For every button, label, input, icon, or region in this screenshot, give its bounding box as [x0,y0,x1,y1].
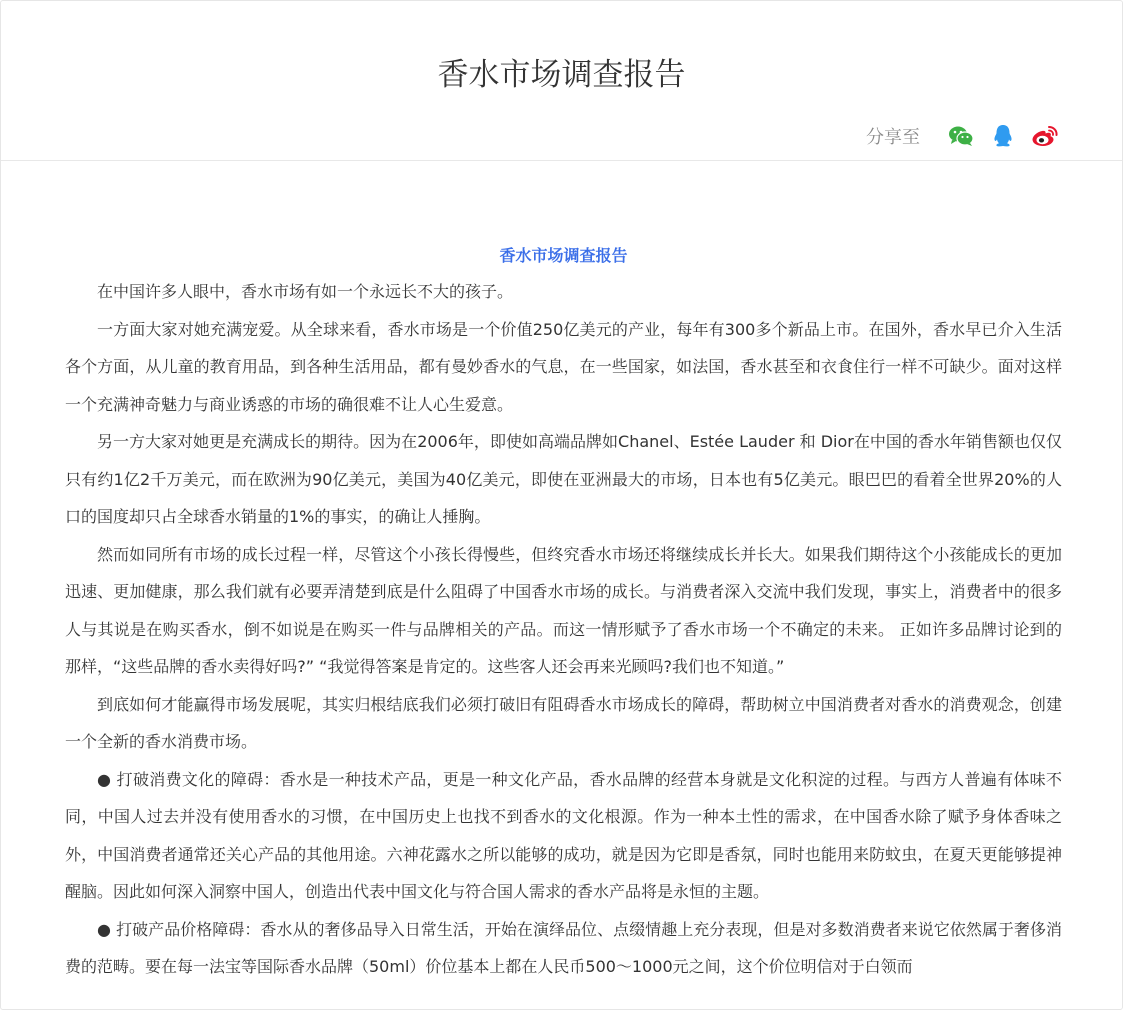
page-header [1,1,1122,161]
article-paragraph: 到底如何才能赢得市场发展呢，其实归根结底我们必须打破旧有阻碍香水市场成长的障碍，帮助树立中国消费者对香水的消费观念，创建一个全新的香水消费市场。 [65,694,1062,751]
share-label: 分享至 [866,127,920,148]
article-paragraph: 然而如同所有市场的成长过程一样，尽管这个小孩长得慢些，但终究香水市场还将继续成长并长大。如果我们期待这个小孩能成长的更加迅速、更加健康，那么我们就有必要弄清楚到底是什么阻碍了中国香水市场的成长。与消费者深入交流中我们发现，事实上，消费者中的很多人与其说是在购买香水，倒不如说是在购买一件与品牌相关的产品。而这一情形赋予了香水市场一个不确定的未来。 正如许多品牌讨论到的那样，“这些品牌的香水卖得好吗?” “我觉得答案是肯定的。这些客人还会再来光顾吗?我们也不知道。” [65,544,1062,676]
article-paragraph: 一方面大家对她充满宠爱。从全球来看，香水市场是一个价值250亿美元的产业，每年有300多个新品上市。在国外，香水早已介入生活各个方面，从儿童的教育用品，到各种生活用品，都有曼妙香水的气息，在一些国家，如法国，香水甚至和衣食住行一样不可缺少。面对这样一个充满神奇魅力与商业诱惑的市场的确很难不让人心生爱意。 [65,319,1062,414]
share-bar [866,121,1060,151]
article-paragraph: 另一方大家对她更是充满成长的期待。因为在2006年，即使如高端品牌如Chanel、Estée Lauder 和 Dior在中国的香水年销售额也仅仅只有约1亿2千万美元，而在欧洲为90亿美元，美国为40亿美元，即使在亚洲最大的市场，日本也有5亿美元。眼巴巴的看着全世界20%的人口的国度却只占全球香水销量的1%的事实，的确让人捶胸。 [65,432,1062,526]
qq-icon [992,124,1014,148]
page-title: 香水市场调查报告 [437,57,686,93]
wechat-icon [948,125,974,147]
share-wechat-button[interactable] [946,121,976,151]
article-paragraph: ● 打破消费文化的障碍：香水是一种技术产品，更是一种文化产品，香水品牌的经营本身就是文化积淀的过程。与西方人普遍有体味不同，中国人过去并没有使用香水的习惯，在中国历史上也找不到香水的文化根源。作为一种本土性的需求，在中国香水除了赋予身体香味之外，中国消费者通常还关心产品的其他用途。六神花露水之所以能够的成功，就是因为它即是香氛，同时也能用来防蚊虫，在夏天更能够提神醒脑。因此如何深入洞察中国人，创造出代表中国文化与符合国人需求的香水产品将是永恒的主题。 [65,769,1062,901]
article-paragraph: ● 打破产品价格障碍：香水从的奢侈品导入日常生活，开始在演绎品位、点缀情趣上充分表现，但是对多数消费者来说它依然属于奢侈消费的范畴。要在每一法宝等国际香水品牌（50ml）价位基本上都在人民币500～1000元之间，这个价位明信对于白领而 [65,919,1062,976]
weibo-icon [1031,124,1059,148]
share-qq-button[interactable] [988,121,1018,151]
article-title: 香水市场调查报告 [499,246,628,265]
article-content [65,241,1062,986]
share-weibo-button[interactable] [1030,121,1060,151]
article-paragraph: 在中国许多人眼中，香水市场有如一个永远长不大的孩子。 [97,282,514,301]
